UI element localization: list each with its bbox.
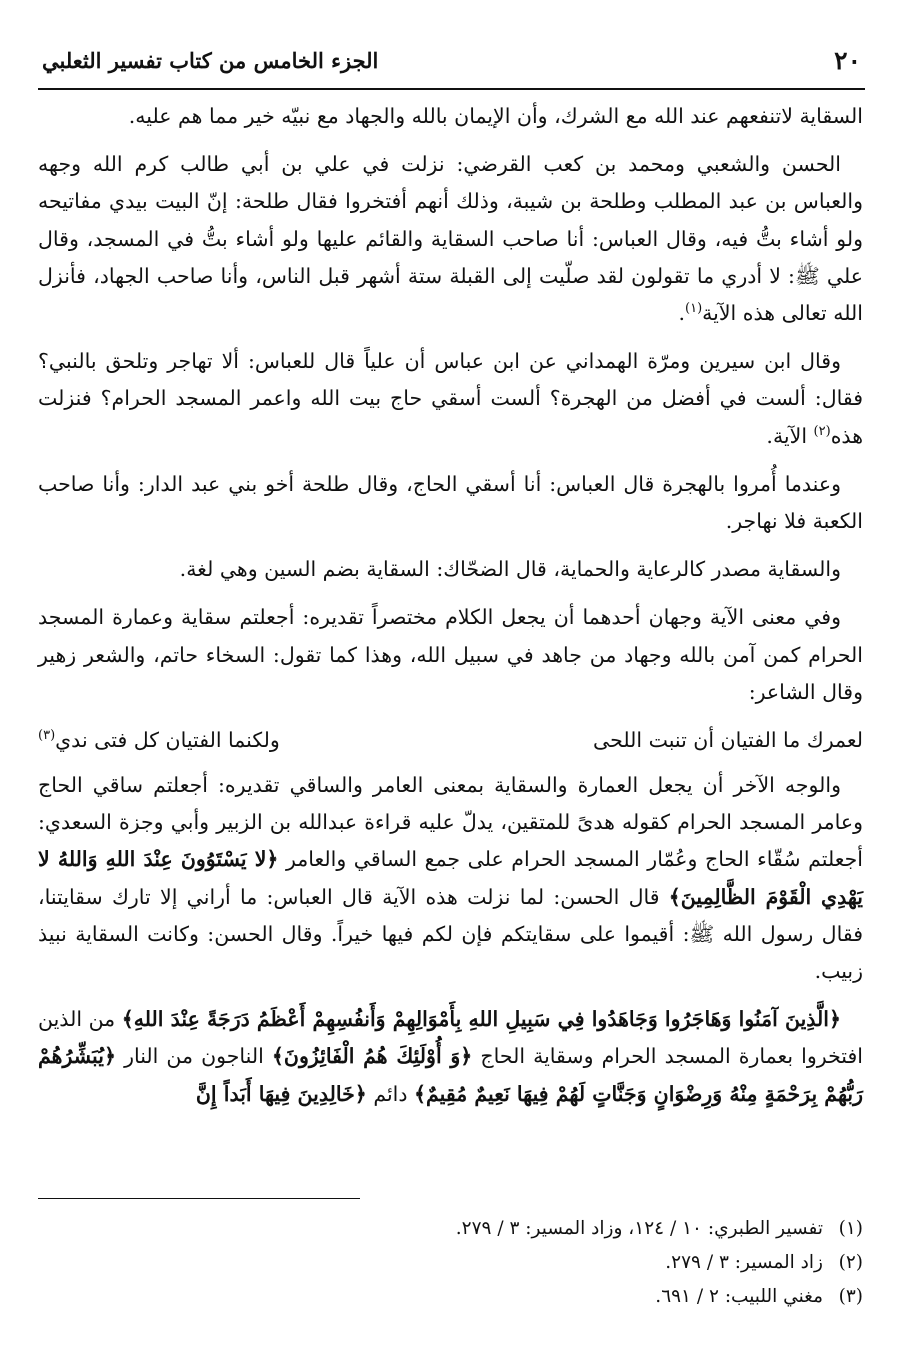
paragraph	[38, 599, 863, 711]
footnote-marker: (١)	[685, 301, 703, 317]
footnotes	[38, 1212, 863, 1314]
paragraph	[38, 1001, 863, 1113]
footnote-number: (٢)	[838, 1252, 863, 1273]
quran-quote: ﴿الَّذِينَ آمَنُوا وَهَاجَرُوا وَجَاهَدُوا فِي سَبِيلِ اللهِ بِأَمْوَالِهِمْ وَأَنفُسِهِمْ أَعْظَمُ دَرَجَةً عِنْدَ اللهِ﴾	[121, 1007, 841, 1032]
paragraph-text: والسقاية مصدر كالرعاية والحماية، قال الضحّاك: السقاية بضم السين وهي لغة.	[179, 557, 841, 582]
footnote-number: (١)	[838, 1218, 863, 1239]
footnote	[38, 1280, 863, 1314]
paragraph	[38, 551, 863, 588]
paragraph	[38, 98, 863, 135]
paragraph-text: وفي معنى الآية وجهان أحدهما أن يجعل الكلام مختصراً تقديره: أجعلتم سقاية وعمارة المسجد الحرام كمن آمن بالله وجهاد من جاهد في سبيل الله، وهذا كما تقول: السخاء حاتم، والشعر زهير وقال الشاعر:	[38, 605, 863, 704]
paragraph-text: الناجون من النار	[115, 1044, 272, 1069]
footnote-marker: (٣)	[38, 728, 56, 744]
footnote-text: تفسير الطبري: ١٠ / ١٢٤، وزاد المسير: ٣ / ٢٧٩.	[455, 1218, 823, 1239]
verse-first-hemistich: لعمرك ما الفتيان أن تنبت اللحى	[593, 728, 863, 753]
footnote	[38, 1212, 863, 1246]
footnote-number: (٣)	[838, 1286, 863, 1307]
paragraph-text: وعندما أُمروا بالهجرة قال العباس: أنا أسقي الحاج، وقال طلحة أخو بني عبد الدار: وأنا صاحب الكعبة فلا نهاجر.	[38, 471, 863, 534]
page-body	[38, 98, 863, 1124]
paragraph-text: قال الحسن: لما نزلت هذه الآية قال العباس: ما أراني إلا تارك سقايتنا، فقال رسول الله ﷺ: أقيموا على سقايتكم فإن لكم فيها خيراً. وقال الحسن: وكانت السقاية نبيذ زبيب.	[38, 884, 863, 984]
running-title: الجزء الخامس من كتاب تفسير الثعلبي	[42, 48, 379, 73]
verse-second-hemistich	[38, 722, 280, 759]
footnote-divider	[38, 1198, 360, 1199]
paragraph	[38, 146, 863, 332]
footnote-text: زاد المسير: ٣ / ٢٧٩.	[665, 1252, 823, 1273]
poetry-verse	[38, 722, 863, 759]
paragraph-text: الآية.	[766, 423, 814, 448]
quran-quote: ﴿لا يَسْتَوُونَ عِنْدَ اللهِ وَاللهُ لا يَهْدِي الْقَوْمَ الظَّالِمِينَ﴾	[38, 847, 864, 909]
quran-quote: ﴿خَالِدِينَ فِيهَا أَبَداً إِنَّ	[195, 1081, 367, 1106]
footnote-text: مغني اللبيب: ٢ / ٦٩١.	[655, 1286, 823, 1307]
verse-second-hemistich-text: ولكنما الفتيان كل فتى ندي	[55, 728, 280, 753]
page-number: ٢٠	[834, 46, 861, 75]
footnote	[38, 1246, 863, 1280]
paragraph-text: السقاية لاتنفعهم عند الله مع الشرك، وأن الإيمان بالله والجهاد مع نبيّه خير مما هم عليه.	[128, 104, 863, 128]
paragraph-text: وقال ابن سيرين ومرّة الهمداني عن ابن عباس أن علياً قال للعباس: ألا تهاجر وتلحق بالنبي؟ فقال: ألست في أفضل من الهجرة؟ ألست أسقي حاج بيت الله واعمر المسجد الحرام؟ فنزلت هذه	[38, 349, 863, 448]
paragraph	[38, 767, 863, 990]
paragraph-text: .	[678, 301, 686, 326]
quran-quote: ﴿يُبَشِّرُهُمْ رَبُّهُمْ بِرَحْمَةٍ مِنْهُ وَرِضْوَانٍ وَجَنَّاتٍ لَهُمْ فِيهَا نَعِيمٌ مُقِيمٌ﴾	[38, 1044, 863, 1106]
paragraph-text: دائم	[366, 1081, 415, 1106]
footnote-marker: (٢)	[813, 423, 831, 439]
paragraph-text: والوجه الآخر أن يجعل العمارة والسقاية بمعنى العامر والساقي تقديره: أجعلتم ساقي الحاج وعامر المسجد الحرام كقوله هدىً للمتقين، يدلّ عليه قراءة عبدالله بن الزبير وأبي وجزة السعدي: أجعلتم سُقّاء الحاج وعُمّار المسجد الحرام على جمع الساقي والعامر	[38, 773, 863, 872]
paragraph	[38, 466, 863, 540]
page-header	[38, 46, 865, 84]
paragraph	[38, 343, 863, 455]
paragraph-text: الحسن والشعبي ومحمد بن كعب القرضي: نزلت في علي بن أبي طالب كرم الله وجهه والعباس بن عبد المطلب وطلحة بن شيبة، وذلك أنهم أفتخروا فقال طلحة: إنّ البيت بيدي مفاتيحه ولو أشاء بتُّ فيه، وقال العباس: أنا صاحب السقاية والقائم عليها ولو أشاء بتُّ في المسجد، وقال علي ﷺ: لا أدري ما تقولون لقد صلّيت إلى القبلة ستة أشهر قبل الناس، وأنا صاحب الجهاد، فأنزل الله تعالى هذه الآية	[38, 152, 863, 326]
quran-quote: ﴿وَ أُوْلَئِكَ هُمُ الْفَائِزُونَ﴾	[271, 1044, 473, 1069]
paragraph-text: من الذين افتخروا بعمارة المسجد الحرام وسقاية الحاج	[38, 1007, 863, 1069]
header-divider	[38, 88, 865, 90]
